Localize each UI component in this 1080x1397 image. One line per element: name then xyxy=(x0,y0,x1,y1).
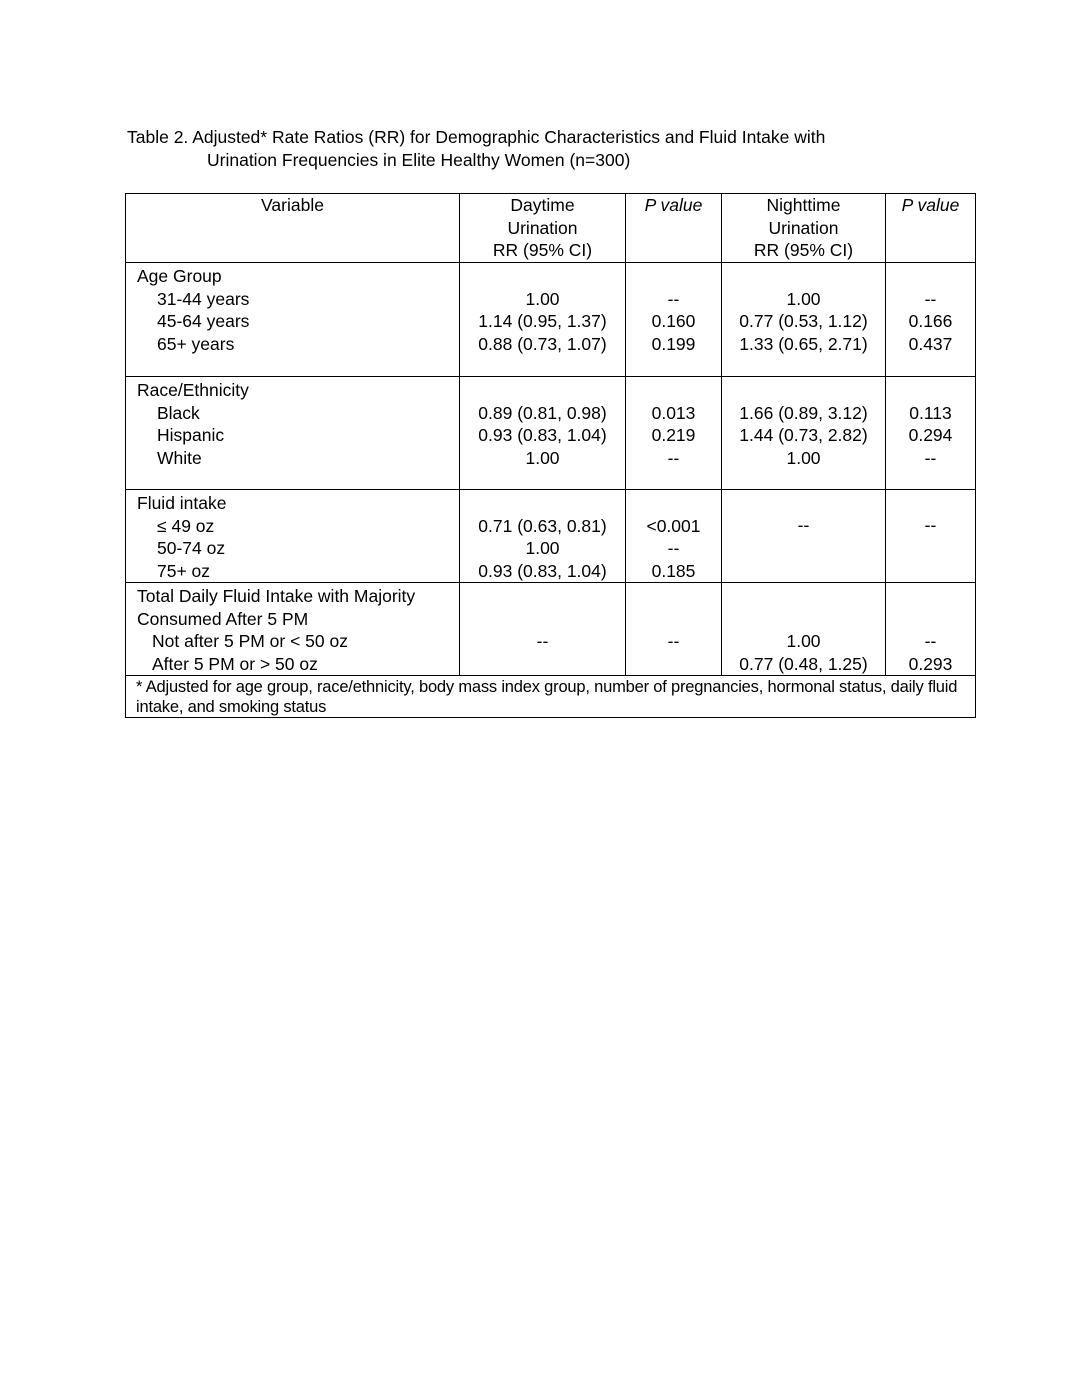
table-footnote: * Adjusted for age group, race/ethnicity, body mass index group, number of pregnancies, hormonal status, daily fluid intake, and smoking status xyxy=(126,676,976,718)
cell-night-rr xyxy=(722,377,886,490)
value: 1.00 xyxy=(525,447,560,468)
header-nighttime-line: RR (95% CI) xyxy=(753,240,854,260)
group-label: Race/Ethnicity xyxy=(137,380,249,400)
table-row-race-ethnicity xyxy=(126,377,976,490)
header-row xyxy=(126,194,976,263)
group-label: Consumed After 5 PM xyxy=(137,608,309,629)
row-label: Black xyxy=(157,402,200,423)
value: 0.77 (0.48, 1.25) xyxy=(739,653,868,674)
header-nighttime xyxy=(722,194,886,263)
cell-day-rr xyxy=(460,583,626,676)
header-variable: Variable xyxy=(126,194,460,263)
spacer xyxy=(626,608,721,631)
table-row-total-daily-fluid xyxy=(126,583,976,676)
row-label: 50-74 oz xyxy=(157,538,226,558)
cell-night-p xyxy=(886,490,976,583)
value: 0.71 (0.63, 0.81) xyxy=(478,515,607,536)
value: 0.93 (0.83, 1.04) xyxy=(478,425,607,445)
header-daytime-line: Daytime xyxy=(510,195,575,215)
value: 0.293 xyxy=(908,653,953,674)
value: 0.013 xyxy=(651,402,696,423)
cell-variable xyxy=(126,263,460,377)
value: 0.219 xyxy=(651,425,696,445)
value: -- xyxy=(667,631,680,651)
value: 0.113 xyxy=(909,402,952,423)
value: 0.89 (0.81, 0.98) xyxy=(478,402,607,423)
row-label: 65+ years xyxy=(157,333,235,354)
group-label: Age Group xyxy=(137,266,222,286)
row-label: White xyxy=(157,447,202,468)
spacer xyxy=(460,585,625,608)
header-pvalue-night: P value xyxy=(886,194,976,263)
spacer xyxy=(722,608,885,631)
cell-day-p xyxy=(626,583,722,676)
spacer xyxy=(886,265,975,288)
cell-day-p xyxy=(626,490,722,583)
spacer xyxy=(626,265,721,288)
table-row-fluid-intake xyxy=(126,490,976,583)
value: 1.66 (0.89, 3.12) xyxy=(739,402,868,423)
results-table xyxy=(125,193,976,718)
value: 0.166 xyxy=(908,311,953,331)
cell-day-p xyxy=(626,263,722,377)
spacer xyxy=(460,265,625,288)
value: 0.93 (0.83, 1.04) xyxy=(478,560,607,581)
value: -- xyxy=(667,288,680,309)
value: <0.001 xyxy=(646,515,701,536)
cell-night-p xyxy=(886,377,976,490)
row-label: Not after 5 PM or < 50 oz xyxy=(152,631,348,651)
cell-variable xyxy=(126,583,460,676)
cell-variable xyxy=(126,490,460,583)
table-footnote-row xyxy=(126,676,976,718)
spacer xyxy=(460,608,625,631)
header-daytime-line: Urination xyxy=(507,217,578,238)
cell-variable xyxy=(126,377,460,490)
value: -- xyxy=(797,515,810,535)
value: -- xyxy=(536,631,549,651)
value: 0.294 xyxy=(908,425,953,445)
row-label: After 5 PM or > 50 oz xyxy=(152,653,318,674)
row-label: ≤ 49 oz xyxy=(157,515,215,536)
cell-night-rr xyxy=(722,263,886,377)
spacer xyxy=(722,379,885,402)
row-label: 31-44 years xyxy=(157,288,250,309)
value: 1.33 (0.65, 2.71) xyxy=(739,333,868,354)
table-caption xyxy=(127,126,987,172)
cell-night-p xyxy=(886,583,976,676)
group-label: Fluid intake xyxy=(137,493,227,513)
value: 0.88 (0.73, 1.07) xyxy=(478,333,607,354)
cell-day-p xyxy=(626,377,722,490)
value: -- xyxy=(667,447,680,468)
row-label: 45-64 years xyxy=(157,311,250,331)
value: -- xyxy=(924,447,937,468)
caption-line-2: Urination Frequencies in Elite Healthy Women (n=300) xyxy=(207,150,631,170)
spacer xyxy=(626,492,721,515)
table-row-age-group xyxy=(126,263,976,377)
header-daytime-line: RR (95% CI) xyxy=(492,240,593,260)
header-nighttime-line: Nighttime xyxy=(766,195,841,215)
value: 1.00 xyxy=(786,288,821,309)
value: -- xyxy=(667,538,680,558)
cell-day-rr xyxy=(460,263,626,377)
value: 1.44 (0.73, 2.82) xyxy=(739,425,868,445)
header-pvalue-day: P value xyxy=(626,194,722,263)
spacer xyxy=(886,608,975,631)
spacer xyxy=(460,379,625,402)
spacer xyxy=(626,585,721,608)
value: -- xyxy=(924,515,937,535)
group-label: Total Daily Fluid Intake with Majority xyxy=(137,586,416,606)
value: 0.160 xyxy=(651,311,696,331)
value: 0.185 xyxy=(651,560,696,581)
value: 0.437 xyxy=(908,333,953,354)
header-daytime xyxy=(460,194,626,263)
spacer xyxy=(460,492,625,515)
spacer xyxy=(886,585,975,608)
value: 0.77 (0.53, 1.12) xyxy=(739,311,868,331)
spacer xyxy=(722,265,885,288)
cell-night-rr xyxy=(722,583,886,676)
spacer xyxy=(886,379,975,402)
cell-night-rr xyxy=(722,490,886,583)
header-nighttime-line: Urination xyxy=(768,217,839,238)
value: 1.00 xyxy=(525,288,560,309)
value: 1.00 xyxy=(525,538,560,558)
value: -- xyxy=(924,631,937,651)
value: 1.00 xyxy=(786,447,821,468)
row-label: Hispanic xyxy=(157,425,225,445)
value: 1.14 (0.95, 1.37) xyxy=(478,311,607,331)
cell-night-p xyxy=(886,263,976,377)
cell-day-rr xyxy=(460,490,626,583)
cell-day-rr xyxy=(460,377,626,490)
spacer xyxy=(722,585,885,608)
value: 0.199 xyxy=(651,333,696,354)
value: 1.00 xyxy=(786,631,821,651)
value: -- xyxy=(924,288,937,309)
row-label: 75+ oz xyxy=(157,560,211,581)
spacer xyxy=(626,379,721,402)
caption-line-1: Table 2. Adjusted* Rate Ratios (RR) for Demographic Characteristics and Fluid Intake with xyxy=(127,127,826,147)
